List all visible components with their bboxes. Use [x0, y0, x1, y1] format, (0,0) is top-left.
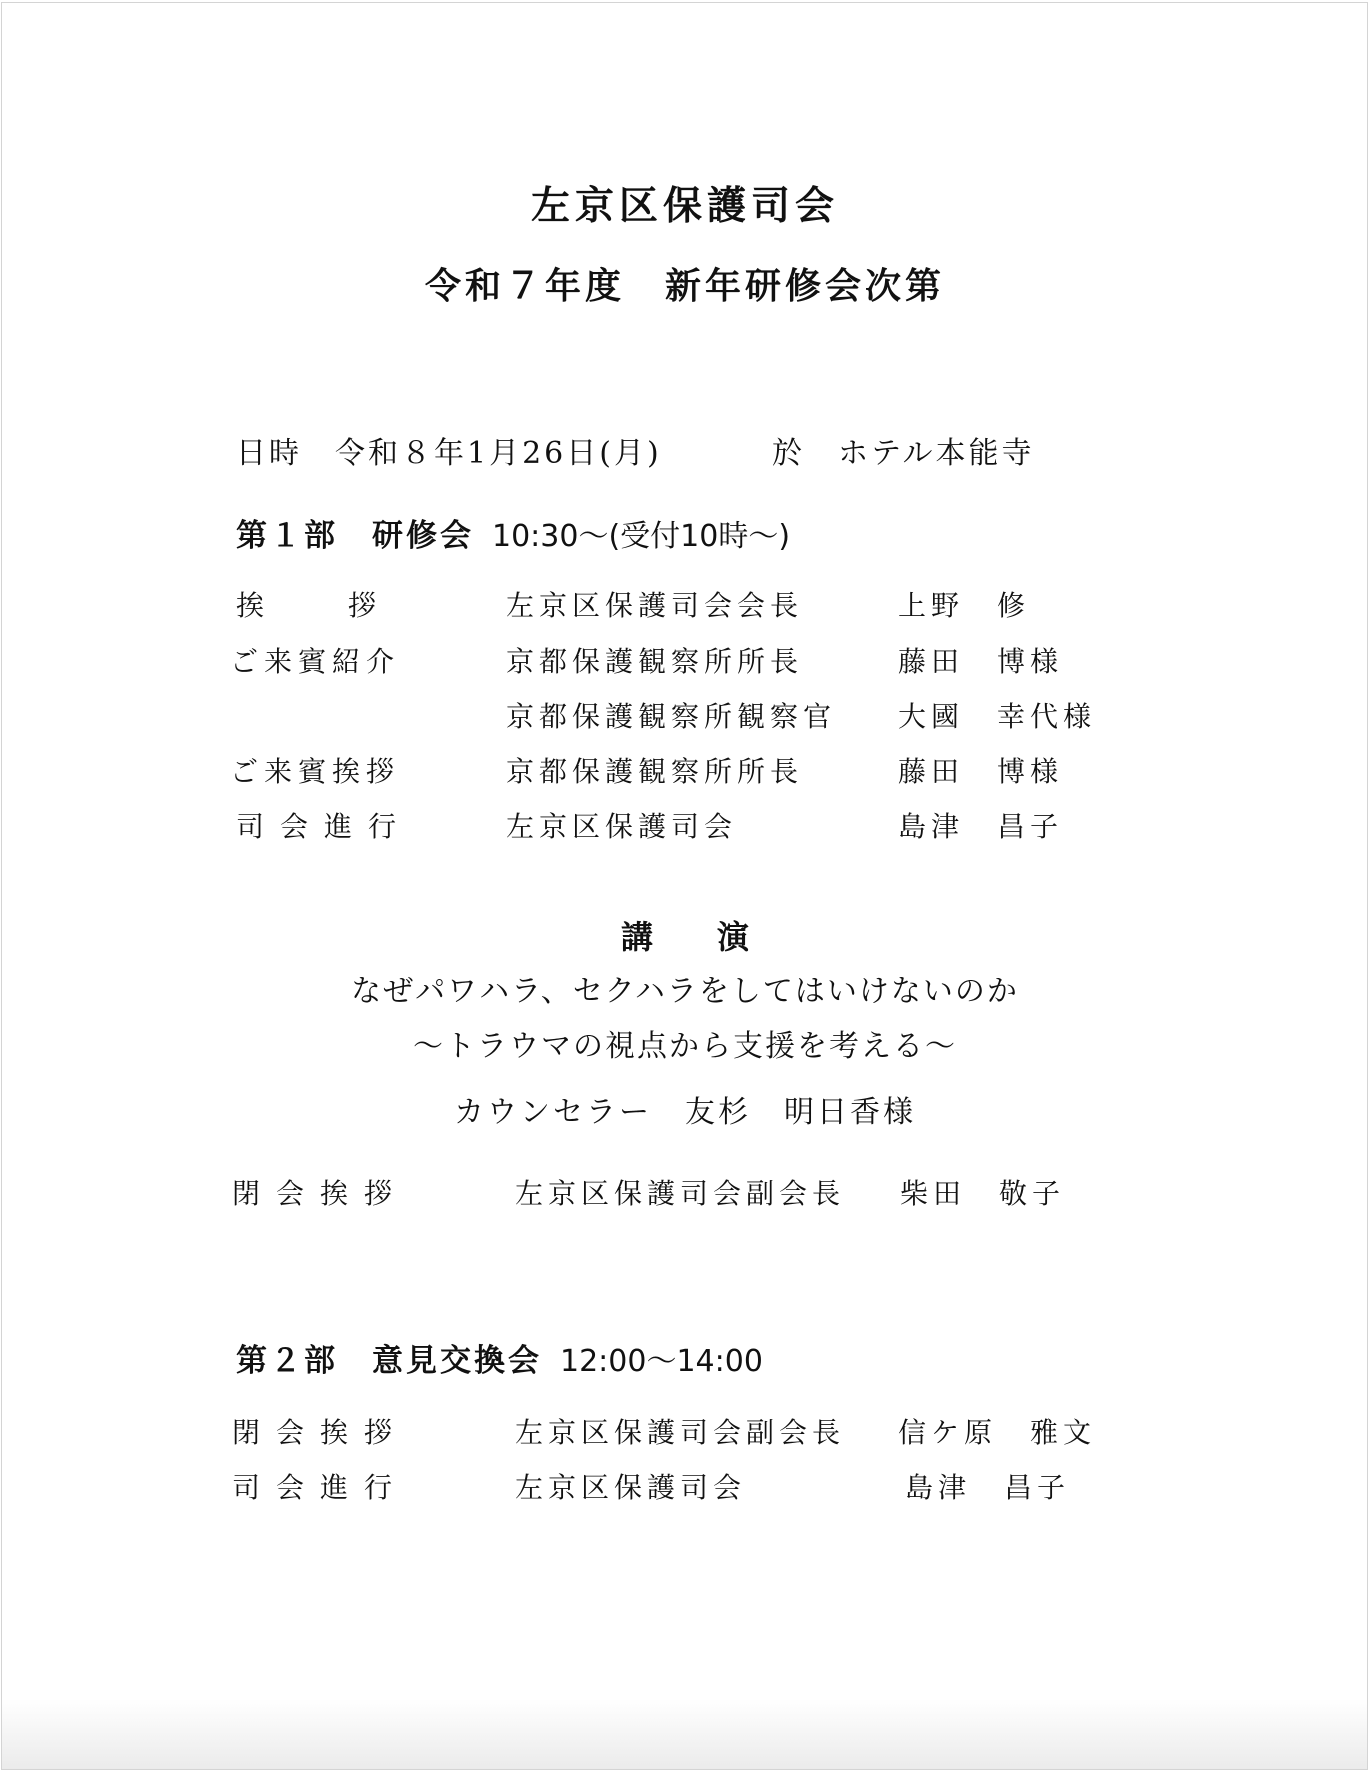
document-title: 左京区保護司会 [530, 183, 839, 229]
row-role: 司会進行 [232, 1471, 409, 1504]
row-organization: 京都保護観察所所長 [506, 645, 804, 678]
row-role: 挨 拶 [236, 589, 377, 622]
part2-heading [236, 1335, 763, 1380]
part2-time: 12:00〜14:00 [560, 1344, 763, 1379]
row-person: 大國 幸代様 [898, 700, 1097, 733]
part1-time: 10:30〜(受付10時〜) [492, 519, 791, 554]
row-organization: 左京区保護司会 [506, 810, 738, 843]
row-person: 藤田 博様 [898, 645, 1064, 678]
row-person: 上野 修 [898, 589, 1031, 622]
row-organization: 左京区保護司会副会長 [515, 1416, 846, 1449]
datetime-line: 日時 令和８年1月26日(月) [236, 436, 662, 471]
row-person: 島津 昌子 [898, 810, 1064, 843]
row-person: 信ケ原 雅文 [898, 1416, 1097, 1449]
venue-line: 於 ホテル本能寺 [772, 436, 1035, 471]
row-organization: 左京区保護司会副会長 [515, 1177, 846, 1210]
row-organization: 京都保護観察所所長 [506, 755, 804, 788]
row-person: 柴田 敬子 [900, 1177, 1066, 1210]
lecture-speaker: カウンセラー 友杉 明日香様 [454, 1095, 916, 1130]
row-person: 藤田 博様 [898, 755, 1064, 788]
lecture-title-line2: 〜トラウマの視点から支援を考える〜 [413, 1029, 957, 1064]
part2-label: 第２部 意見交換会 [236, 1343, 542, 1379]
row-organization: 左京区保護司会会長 [506, 589, 804, 622]
page-bottom-shade [2, 1699, 1367, 1769]
row-organization: 京都保護観察所観察官 [506, 700, 837, 733]
row-role: 司会進行 [236, 810, 413, 843]
row-organization: 左京区保護司会 [515, 1471, 747, 1504]
part1-label: 第１部 研修会 [236, 518, 474, 554]
document-subtitle: 令和７年度 新年研修会次第 [424, 265, 945, 307]
lecture-title-line1: なぜパワハラ、セクハラをしてはいけないのか [351, 974, 1019, 1009]
row-role: ご来賓紹介 [230, 645, 401, 678]
row-role: 閉会挨拶 [232, 1177, 409, 1210]
part1-heading [236, 510, 790, 555]
row-role: 閉会挨拶 [232, 1416, 409, 1449]
row-role: ご来賓挨拶 [230, 755, 401, 788]
row-person: 島津 昌子 [905, 1471, 1071, 1504]
lecture-heading: 講演 [620, 918, 813, 956]
